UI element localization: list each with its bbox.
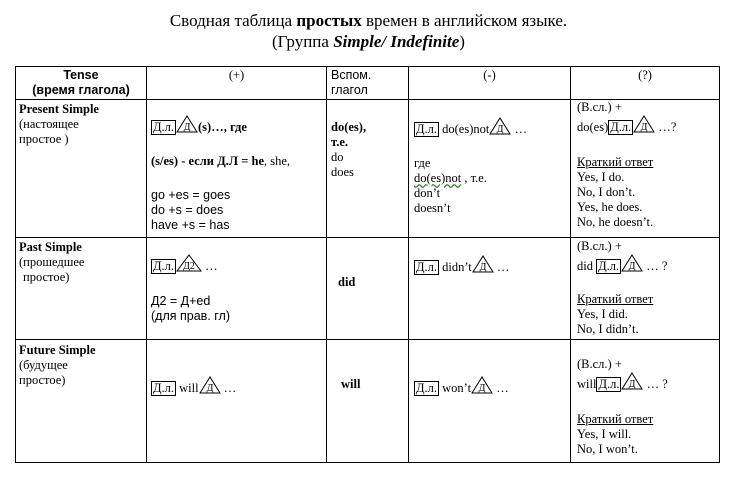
question-aux: will: [577, 377, 597, 391]
page-subtitle: [0, 31, 737, 52]
verb-triangle-label: Д: [478, 383, 486, 394]
short-answer-label: Краткий ответ: [577, 292, 654, 306]
future-negative-aux: won’t: [439, 381, 472, 395]
present-tense-name: Present Simple: [19, 102, 99, 116]
header-tense-label: Tense: [63, 68, 99, 82]
verb-triangle-label: Д: [206, 383, 214, 394]
answer-no: No, I won’t.: [577, 442, 638, 456]
subtitle-text: (Группа: [272, 32, 334, 51]
present-aux-cell: [331, 120, 366, 180]
subtitle-bold: Simple/ Indefinite: [333, 32, 460, 51]
verb-triangle-label: Д: [479, 262, 487, 273]
header-tense-sublabel: (время глагола): [32, 83, 130, 97]
present-negative-forms: [414, 156, 487, 216]
present-aux-te: т.е.: [331, 135, 348, 149]
negative-form-tail: , т.е.: [461, 171, 487, 185]
past-positive-formula: [151, 254, 218, 276]
past-tense-ru: (прошедшее: [19, 255, 85, 269]
verb-triangle-icon: [199, 376, 221, 398]
table-col-divider: [146, 66, 147, 463]
title-text-end: времен в английском языке.: [361, 11, 568, 30]
future-negative-formula: [414, 376, 509, 398]
rule-he: he: [251, 154, 264, 168]
table-border-bottom: [15, 462, 720, 463]
verb-triangle-label: Д: [640, 122, 648, 133]
question-aux: did: [577, 259, 593, 273]
subject-box: Д.л.: [598, 259, 620, 273]
answer-yes-he: Yes, he does.: [577, 200, 643, 214]
answer-yes: Yes, I do.: [577, 170, 625, 184]
table-row-divider: [15, 237, 720, 238]
verb-triangle-icon: [621, 372, 643, 394]
verb-triangle-icon: [471, 376, 493, 398]
subject-box: Д.л.: [153, 259, 175, 273]
future-tense-name-cell: [19, 343, 96, 388]
future-short-answers: [577, 412, 653, 457]
past-aux: did: [338, 275, 356, 289]
ellipsis: …: [493, 381, 509, 395]
future-tense-ru2: простое): [19, 373, 66, 387]
question-prefix: (В.сл.) +: [577, 357, 622, 371]
future-positive-aux: will: [176, 381, 199, 395]
present-aux-doe: do(es),: [331, 120, 367, 134]
subject-box: Д.л.: [416, 122, 438, 136]
subject-box: Д.л.: [153, 381, 175, 395]
header-question: (?): [638, 68, 652, 82]
negative-dont: don’t: [414, 186, 441, 200]
verb-triangle-icon: [633, 115, 655, 137]
ellipsis: …: [205, 259, 218, 273]
past-rule-note: (для прав. гл): [151, 309, 230, 323]
present-aux-does: does: [331, 165, 354, 179]
subject-box: Д.л.: [610, 120, 632, 134]
verb-triangle-icon: [176, 115, 198, 137]
future-question-cell: [577, 357, 668, 394]
answer-no: No, I didn’t.: [577, 322, 639, 336]
future-tense-name: Future Simple: [19, 343, 96, 357]
table-border-left: [15, 66, 16, 463]
question-end: …?: [655, 120, 677, 134]
header-tense: [16, 68, 146, 98]
subtitle-text-end: ): [459, 32, 465, 51]
title-text: Сводная таблица: [169, 11, 297, 30]
future-aux: will: [341, 377, 361, 391]
header-negative: (-): [483, 68, 496, 82]
future-tense-ru: (будущее: [19, 358, 68, 372]
table-row-divider: [15, 339, 720, 340]
past-tense-name: Past Simple: [19, 240, 82, 254]
page-title: [0, 10, 737, 31]
present-positive-rest: (s)…, где: [198, 120, 247, 134]
short-answer-label: Краткий ответ: [577, 155, 654, 169]
verb-triangle-icon: [472, 255, 494, 277]
past-rule-formula: Д2 = Д+ed: [151, 294, 211, 308]
verb-triangle-icon: [621, 254, 643, 276]
verb-triangle-label: Д: [183, 122, 191, 133]
subject-box: Д.л.: [153, 120, 175, 134]
future-positive-formula: [151, 376, 236, 398]
past-positive-rule: [151, 294, 230, 324]
question-prefix: (В.сл.) +: [577, 239, 622, 253]
question-aux: do(es): [577, 120, 609, 134]
ellipsis: …: [220, 381, 237, 395]
present-negative-formula: [414, 117, 527, 139]
answer-yes: Yes, I did.: [577, 307, 628, 321]
short-answer-label: Краткий ответ: [577, 412, 654, 426]
past-question-cell: [577, 239, 667, 276]
answer-yes: Yes, I will.: [577, 427, 632, 441]
example-has: have +s = has: [151, 218, 230, 232]
present-short-answers: [577, 155, 653, 230]
example-does: do +s = does: [151, 203, 224, 217]
present-negative-aux: do(es)not: [439, 122, 490, 136]
rule-she: , she,: [264, 154, 291, 168]
question-end: … ?: [643, 259, 668, 273]
negative-where: где: [414, 156, 431, 170]
present-tense-ru2: простое ): [19, 132, 69, 146]
header-aux: [331, 68, 371, 98]
example-goes: go +es = goes: [151, 188, 231, 202]
title-bold: простых: [296, 11, 362, 30]
past-negative-aux: didn’t: [439, 260, 472, 274]
present-aux-do: do: [331, 150, 344, 164]
header-positive: (+): [228, 68, 245, 82]
present-positive-rule: [151, 154, 290, 169]
verb-triangle-label: Д: [629, 379, 636, 390]
verb-triangle-label: Д2: [183, 261, 195, 272]
ellipsis: …: [493, 260, 510, 274]
question-prefix: (В.сл.) +: [577, 100, 622, 114]
header-aux-line2: глагол: [331, 83, 368, 97]
rule-text: (s/es) - если Д.Л =: [151, 154, 252, 168]
subject-box: Д.л.: [598, 377, 620, 391]
verb-triangle-icon: [176, 254, 202, 276]
present-question-cell: [577, 100, 676, 137]
present-tense-name-cell: [19, 102, 99, 147]
negative-doesnt: doesn’t: [414, 201, 451, 215]
table-border-right: [719, 66, 720, 463]
past-negative-formula: [414, 255, 509, 277]
present-positive-examples: [151, 188, 230, 233]
negative-form: do(es)not: [414, 171, 462, 185]
header-aux-line1: Вспом.: [331, 68, 372, 82]
ellipsis: …: [511, 122, 527, 136]
table-col-divider: [326, 66, 327, 463]
answer-no-he: No, he doesn’t.: [577, 215, 654, 229]
subject-box: Д.л.: [416, 260, 438, 274]
verb-triangle-label: Д: [496, 124, 504, 135]
past-short-answers: [577, 292, 653, 337]
verb-triangle-label: Д: [628, 261, 636, 272]
table-col-divider: [570, 66, 571, 463]
table-border-top: [15, 66, 720, 67]
past-tense-ru2: простое): [23, 270, 70, 284]
past-tense-name-cell: [19, 240, 84, 285]
present-positive-formula: [151, 115, 247, 137]
present-tense-ru: (настоящее: [19, 117, 79, 131]
answer-no: No, I don’t.: [577, 185, 636, 199]
table-col-divider: [408, 66, 409, 463]
subject-box: Д.л.: [416, 381, 438, 395]
verb-triangle-icon: [489, 117, 511, 139]
question-end: … ?: [643, 377, 668, 391]
